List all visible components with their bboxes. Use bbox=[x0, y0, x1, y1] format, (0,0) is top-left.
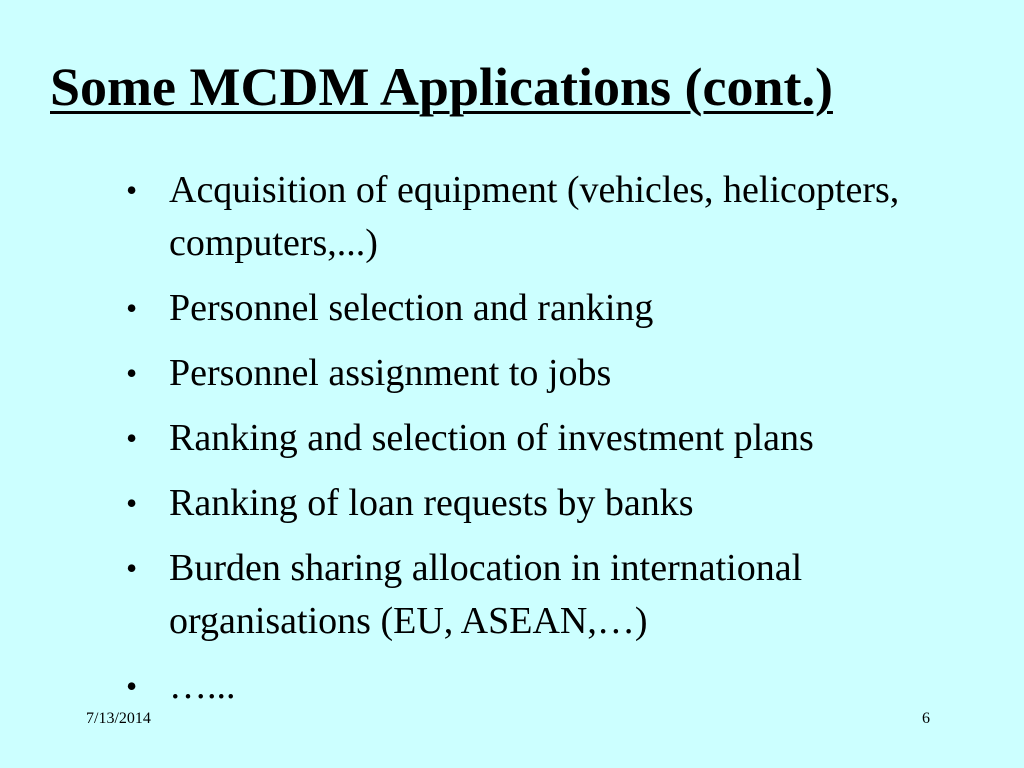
bullet-icon: • bbox=[126, 290, 138, 326]
slide-title: Some MCDM Applications (cont.) bbox=[50, 57, 833, 117]
bullet-item-equipment bbox=[124, 164, 954, 270]
bullet-item-investment-plans bbox=[124, 412, 954, 465]
bullet-text: Personnel assignment to jobs bbox=[169, 352, 612, 394]
bullet-item-burden-sharing bbox=[124, 542, 954, 648]
bullet-item-ellipsis bbox=[124, 660, 954, 713]
bullet-icon: • bbox=[126, 355, 138, 391]
bullet-item-loan-requests bbox=[124, 477, 954, 530]
bullet-item-personnel-assignment bbox=[124, 347, 954, 400]
bullet-text: …... bbox=[169, 665, 236, 707]
bullet-text: Acquisition of equipment (vehicles, helicopters, computers,...) bbox=[169, 169, 900, 264]
bullet-icon: • bbox=[126, 550, 138, 586]
bullet-icon: • bbox=[126, 420, 138, 456]
bullet-icon: • bbox=[126, 668, 138, 704]
bullet-text: Ranking of loan requests by banks bbox=[169, 482, 694, 524]
bullet-icon: • bbox=[126, 485, 138, 521]
bullet-item-personnel-selection bbox=[124, 282, 954, 335]
bullet-text: Personnel selection and ranking bbox=[169, 287, 654, 329]
page-number: 6 bbox=[922, 710, 930, 727]
bullet-list bbox=[124, 164, 954, 725]
bullet-text: Ranking and selection of investment plans bbox=[169, 417, 814, 459]
bullet-icon: • bbox=[126, 172, 138, 208]
footer-date: 7/13/2014 bbox=[86, 710, 151, 727]
bullet-text: Burden sharing allocation in international organisations (EU, ASEAN,…) bbox=[169, 547, 803, 642]
